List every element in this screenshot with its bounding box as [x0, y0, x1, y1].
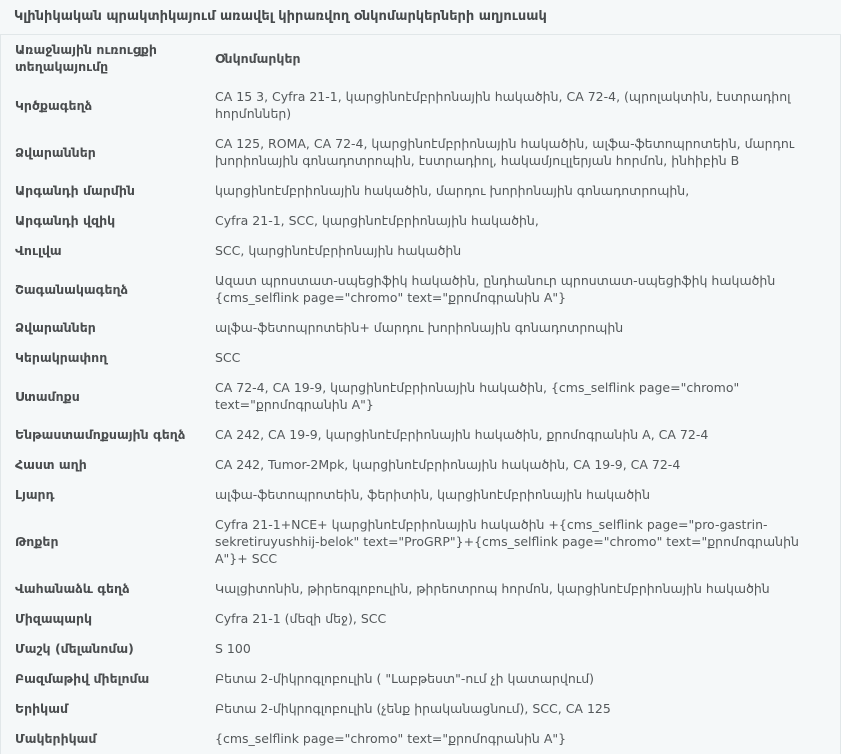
- organ-cell: Միզապարկ: [15, 611, 93, 626]
- markers-cell: S 100: [215, 641, 251, 656]
- markers-cell: ալֆա-ֆետոպրոտեին, ֆերիտին, կարցինոէմբրիոնային հակածին: [215, 487, 650, 502]
- organ-cell: Ստամոքս: [15, 388, 80, 404]
- header-organ-location: Առաջնային ուռուցքի տեղակայումը: [15, 42, 157, 74]
- markers-cell: Կալցիտոնին, թիրեոգլոբուլին, թիրեոտրոպ հորմոն, կարցինոէմբրիոնային հակածին: [215, 581, 770, 596]
- markers-cell: CA 72-4, CA 19-9, կարցինոէմբրիոնային հակածին, {cms_selflink page="chromo" text="քրոմոգրանին A"}: [215, 380, 740, 412]
- table-row: [1, 82, 840, 129]
- markers-cell: {cms_selflink page="chromo" text="քրոմոգրանին A"}: [215, 731, 567, 746]
- header-row: [1, 35, 840, 82]
- organ-cell: Երիկամ: [15, 701, 68, 716]
- table-row: [1, 176, 840, 206]
- table-row: [1, 129, 840, 176]
- table-row: [1, 313, 840, 343]
- markers-cell: կարցինոէմբրիոնային հակածին, մարդու խորիոնային գոնադոտրոպին,: [215, 183, 690, 198]
- organ-cell: Արգանդի մարմին: [15, 183, 135, 198]
- organ-cell: Ձվարաններ: [15, 320, 96, 335]
- markers-cell: Cyfra 21-1 (մեզի մեջ), SCC: [215, 611, 387, 626]
- table-row: [1, 480, 840, 510]
- organ-cell: Լյարդ: [15, 487, 55, 502]
- organ-cell: Մակերիկամ: [15, 731, 97, 746]
- table-header: [1, 35, 840, 82]
- markers-cell: CA 242, Tumor-2Mpk, կարցինոէմբրիոնային հակածին, CA 19-9, CA 72-4: [215, 457, 681, 472]
- markers-cell: CA 242, CA 19-9, կարցինոէմբրիոնային հակածին, քրոմոգրանին A, CA 72-4: [215, 427, 709, 442]
- table-row: [1, 510, 840, 574]
- markers-cell: Cyfra 21-1, SCC, կարցինոէմբրիոնային հակածին,: [215, 213, 539, 228]
- organ-cell: Ձվարաններ: [15, 144, 96, 160]
- table-row: [1, 236, 840, 266]
- table-row: [1, 266, 840, 313]
- table-row: [1, 373, 840, 420]
- table-row: [1, 206, 840, 236]
- table-row: [1, 420, 840, 450]
- table-row: [1, 694, 840, 724]
- markers-cell: Ազատ պրոստատ-սպեցիֆիկ հակածին, ընդհանուր պրոստատ-սպեցիֆիկ հակածին {cms_selflink page="chromo" text="քրոմոգրանին A"}: [215, 273, 776, 305]
- markers-cell: Cyfra 21-1+NCE+ կարցինոէմբրիոնային հակածին +{cms_selflink page="pro-gastrin-sekretiruyushhij-belok" text="ProGRP"}+{cms_selflink page="chromo" text="քրոմոգրանին A"}+ SCC: [215, 517, 799, 566]
- header-oncomarker: Օնկոմարկեր: [215, 51, 301, 66]
- markers-cell: Բետա 2-միկրոգլոբուլին (չենք իրականացնում), SCC, CA 125: [215, 701, 611, 716]
- organ-cell: Թոքեր: [15, 534, 59, 549]
- markers-cell: CA 15 3, Cyfra 21-1, կարցինոէմբրիոնային հակածին, CA 72-4, (պրոլակտին, էստրադիոլ հորմոններ): [215, 89, 791, 121]
- markers-cell: SCC: [215, 350, 241, 365]
- markers-cell: Բետա 2-միկրոգլոբուլին ( "Լաբթեստ"-ում չի կատարվում): [215, 671, 595, 686]
- markers-cell: ալֆա-ֆետոպրոտեին+ մարդու խորիոնային գոնադոտրոպին: [215, 320, 624, 335]
- table-row: [1, 634, 840, 664]
- organ-cell: Վահանաձև գեղձ: [15, 581, 130, 596]
- table-row: [1, 604, 840, 634]
- markers-cell: SCC, կարցինոէմբրիոնային հակածին: [215, 243, 462, 258]
- table-row: [1, 450, 840, 480]
- organ-cell: Մաշկ (մելանոմա): [15, 641, 134, 656]
- organ-cell: Հաստ աղի: [15, 457, 87, 472]
- organ-cell: Վուլվա: [15, 243, 62, 258]
- markers-cell: CA 125, ROMA, CA 72-4, կարցինոէմբրիոնային հակածին, ալֆա-ֆետոպրոտեին, մարդու խորիոնային գոնադոտրոպին, էստրադիոլ, հակամյուլլերյան հորմոն, ինհիբին B: [215, 136, 795, 168]
- oncomarker-table: [1, 35, 840, 754]
- organ-cell: Շագանակագեղձ: [15, 281, 129, 297]
- table-row: [1, 574, 840, 604]
- organ-cell: Կերակրափող: [15, 350, 108, 365]
- page-title: Կլինիկական պրակտիկայում առավել կիրառվող օնկոմարկերների աղյուսակ: [14, 9, 547, 24]
- organ-cell: Կրծքագեղձ: [15, 97, 93, 113]
- table-row: [1, 343, 840, 373]
- table-row: [1, 664, 840, 694]
- organ-cell: Ենթաստամոքսային գեղձ: [15, 427, 186, 442]
- marker-table-body: [1, 82, 840, 754]
- oncomarker-table-container: [0, 34, 841, 754]
- organ-cell: Բազմաթիվ միելոմա: [15, 671, 150, 686]
- table-row: [1, 724, 840, 754]
- organ-cell: Արգանդի վզիկ: [15, 213, 116, 228]
